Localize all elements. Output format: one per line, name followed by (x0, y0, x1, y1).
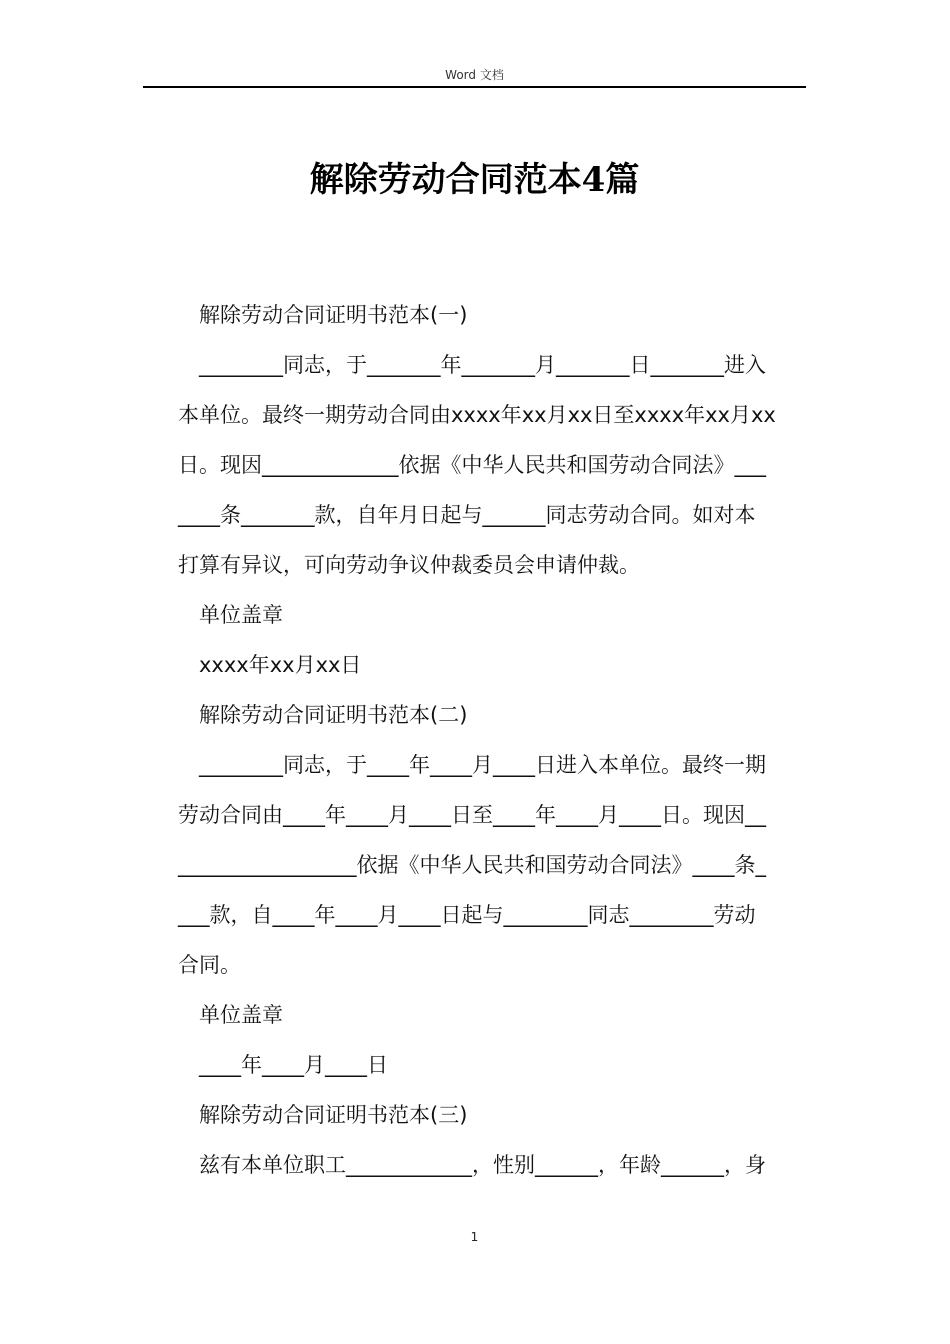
paragraph-line: ____条_______款，自年月日起与______同志劳动合同。如对本 (178, 503, 756, 527)
seal-label: 单位盖章 (199, 1003, 283, 1027)
section-heading-1: 解除劳动合同证明书范本(一) (199, 303, 468, 327)
section-heading-2: 解除劳动合同证明书范本(二) (199, 703, 468, 727)
paragraph-line: 本单位。最终一期劳动合同由xxxx年xx月xx日至xxxx年xx月xx (178, 403, 776, 427)
paragraph-line: ___款，自____年____月____日起与________同志________劳动 (178, 903, 756, 927)
document-body (178, 290, 806, 1190)
date-line: ____年____月____日 (199, 1053, 388, 1077)
paragraph-line: 兹有本单位职工____________，性别______，年龄______，身 (199, 1153, 766, 1177)
paragraph-line: 合同。 (178, 953, 241, 977)
paragraph-line: ________同志，于____年____月____日进入本单位。最终一期 (199, 753, 766, 777)
paragraph-line: 打算有异议，可向劳动争议仲裁委员会申请仲裁。 (178, 553, 640, 577)
paragraph-line: 劳动合同由____年____月____日至____年____月____日。现因__ (178, 803, 766, 827)
seal-label: 单位盖章 (199, 603, 283, 627)
page-number: 1 (470, 1230, 479, 1244)
paragraph-line: ________同志，于_______年_______月_______日_______进入 (199, 353, 766, 377)
header-rule (143, 86, 806, 88)
page-header: Word 文档 (445, 68, 504, 82)
section-heading-3: 解除劳动合同证明书范本(三) (199, 1103, 468, 1127)
paragraph-line: _________________依据《中华人民共和国劳动合同法》____条_ (178, 853, 766, 877)
document-title: 解除劳动合同范本4篇 (309, 160, 640, 200)
date-line: xxxx年xx月xx日 (199, 653, 362, 677)
paragraph-line: 日。现因_____________依据《中华人民共和国劳动合同法》___ (178, 453, 766, 477)
